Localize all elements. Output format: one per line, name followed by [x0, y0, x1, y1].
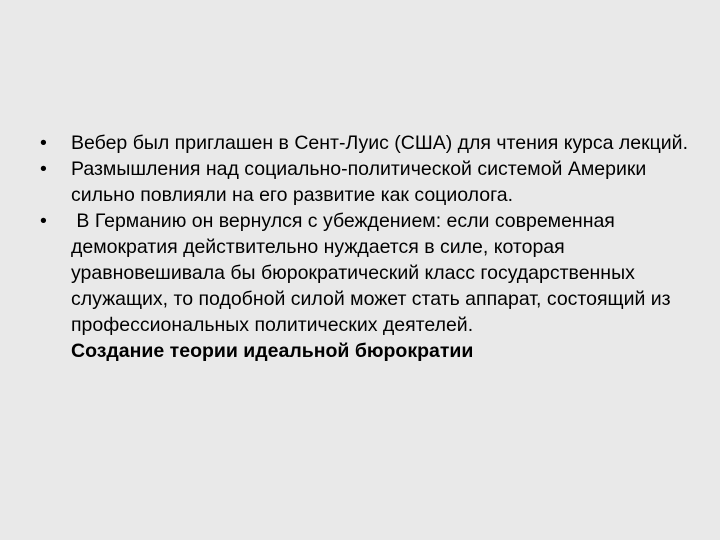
slide-content: [40, 130, 690, 364]
bullet-item-3: [40, 208, 690, 364]
bullet-list: [40, 130, 690, 364]
bullet-text-2: Размышления над социально-политической системой Америки сильно повлияли на его развитие как социолога.: [71, 158, 652, 206]
bullet-text-1: Вебер был приглашен в Сент-Луис (США) для чтения курса лекций.: [71, 132, 688, 154]
bullet-item-1: [40, 130, 690, 156]
bullet-emphasis-heading: Создание теории идеальной бюрократии: [71, 340, 474, 362]
bullet-icon: •: [40, 132, 47, 154]
bullet-icon: •: [40, 210, 47, 232]
bullet-icon: •: [40, 158, 47, 180]
bullet-text-3: В Германию он вернулся с убеждением: если современная демократия действительно нуждается в силе, которая уравновешивала бы бюрократический класс государственных служащих, то подобной силой может стать аппарат, состоящий из профессиональных политических деятелей.: [71, 210, 677, 336]
bullet-item-2: [40, 156, 690, 208]
